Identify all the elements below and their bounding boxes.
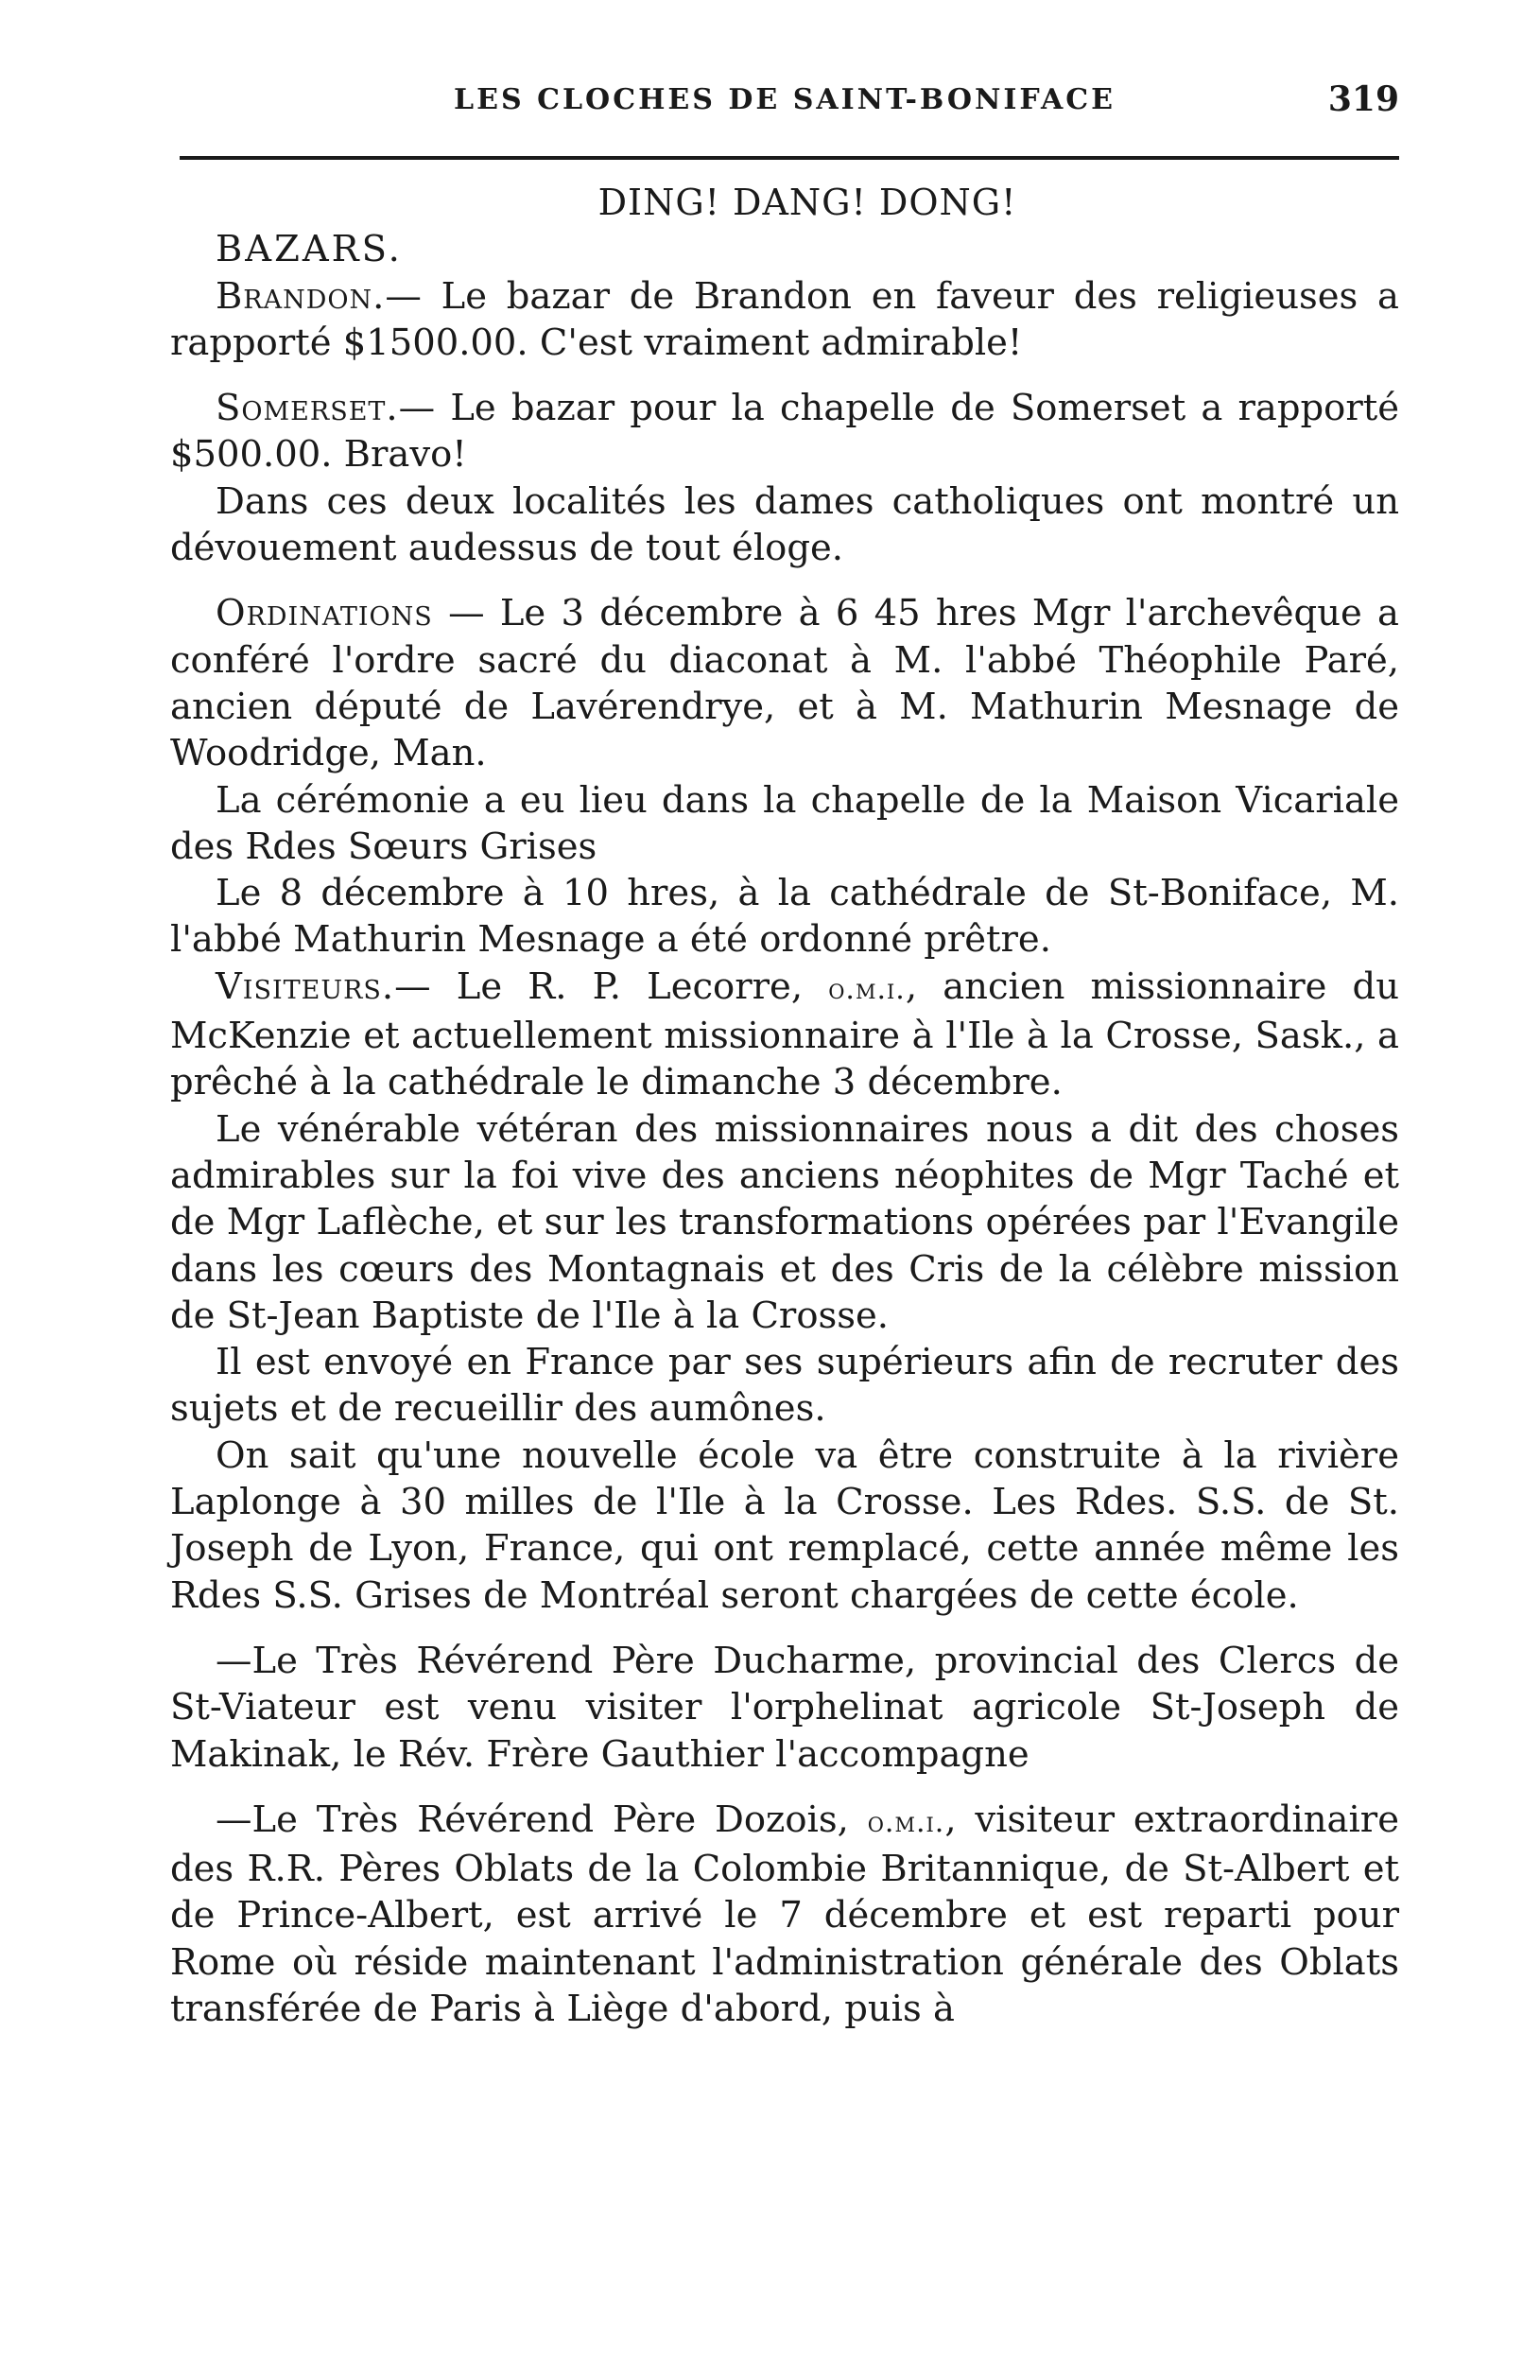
running-title: LES CLOCHES DE SAINT-BONIFACE [454, 83, 1116, 116]
lead-somerset: Somerset. [216, 387, 399, 430]
page-number: 319 [1327, 79, 1399, 119]
paragraph-ducharme: —Le Très Révérend Père Ducharme, provincial des Clercs de St-Viateur est venu visiter l'orphelinat agricole St-Joseph de Makinak, le Rév. Frère Gauthier l'accompagne [170, 1639, 1399, 1776]
text-brandon: — Le bazar de Brandon en faveur des religieuses a rapporté $1500.00. C'est vraiment admirable! [170, 274, 1399, 364]
paragraph-veteran: Le vénérable vétéran des missionnaires nous a dit des choses admirables sur la foi vive des anciens néophites de Mgr Taché et de Mgr Laflèche, et sur les transformations opérées par l'Evangile dans les cœurs des Montagnais et des Cris de la célèbre mission de St-Jean Baptiste de l'Ile à la Crosse. [170, 1107, 1399, 1337]
page-header [170, 76, 1399, 132]
paragraph-ceremonie: La cérémonie a eu lieu dans la chapelle de la Maison Vicariale des Rdes Sœurs Grises [170, 778, 1399, 868]
text-ordinations: — Le 3 décembre à 6 45 hres Mgr l'archevêque a conféré l'ordre sacré du diaconat à M. l'abbé Théophile Paré, ancien député de Lavérendrye, et à M. Mathurin Mesnage de Woodridge, Man. [170, 592, 1399, 775]
paragraph-dozois [170, 1797, 1399, 2032]
bazars-heading: BAZARS. [216, 228, 403, 271]
text-dozois-1: —Le Très Révérend Père Dozois, [216, 1798, 868, 1841]
text-visiteurs-2: , ancien missionnaire du McKenzie et actuellement missionnaire à l'Ile à la Crosse, Sask., a prêché à la cathédrale le dimanche 3 décembre. [170, 964, 1399, 1104]
omi-dozois: o.m.i. [867, 1805, 945, 1839]
text-somerset: — Le bazar pour la chapelle de Somerset a rapporté $500.00. Bravo! [170, 387, 1399, 477]
paragraph-huit-decembre: Le 8 décembre à 10 hres, à la cathédrale de St-Boniface, M. l'abbé Mathurin Mesnage a été ordonné prêtre. [170, 872, 1399, 962]
header-rule [180, 156, 1399, 160]
paragraph-dames: Dans ces deux localités les dames catholiques ont montré un dévouement audessus de tout éloge. [170, 479, 1399, 570]
omi-visiteurs: o.m.i. [828, 972, 906, 1006]
paragraph-ordinations [170, 590, 1399, 776]
text-visiteurs-1: — Le R. P. Lecorre, [394, 964, 829, 1008]
text-dozois-2: , visiteur extraordinaire des R.R. Pères Oblats de la Colombie Britannique, de St-Albert et de Prince-Albert, est arrivé le 7 décembre et est reparti pour Rome où réside maintenant l'administration générale des Oblats transférée de Paris à Liège d'abord, puis à [170, 1798, 1399, 2030]
paragraph-envoye: Il est envoyé en France par ses supérieurs afin de recruter des sujets et de recueillir des aumônes. [170, 1341, 1399, 1431]
lead-visiteurs: Visiteurs. [216, 964, 395, 1008]
lead-ordinations: Ordinations [216, 592, 433, 635]
paragraph-ecole: On sait qu'une nouvelle école va être construite à la rivière Laplonge à 30 milles de l'Ile à la Crosse. Les Rdes. S.S. de St. Joseph de Lyon, France, qui ont remplacé, cette année même les Rdes S.S. Grises de Montréal seront chargées de cette école. [170, 1433, 1399, 1617]
book-page [170, 76, 1399, 2307]
paragraph-somerset [170, 385, 1399, 478]
section-title: DING! DANG! DONG! [597, 182, 1017, 223]
paragraph-brandon [170, 273, 1399, 367]
page-body [170, 180, 1399, 2032]
paragraph-visiteurs [170, 964, 1399, 1106]
lead-brandon: Brandon. [216, 274, 386, 318]
